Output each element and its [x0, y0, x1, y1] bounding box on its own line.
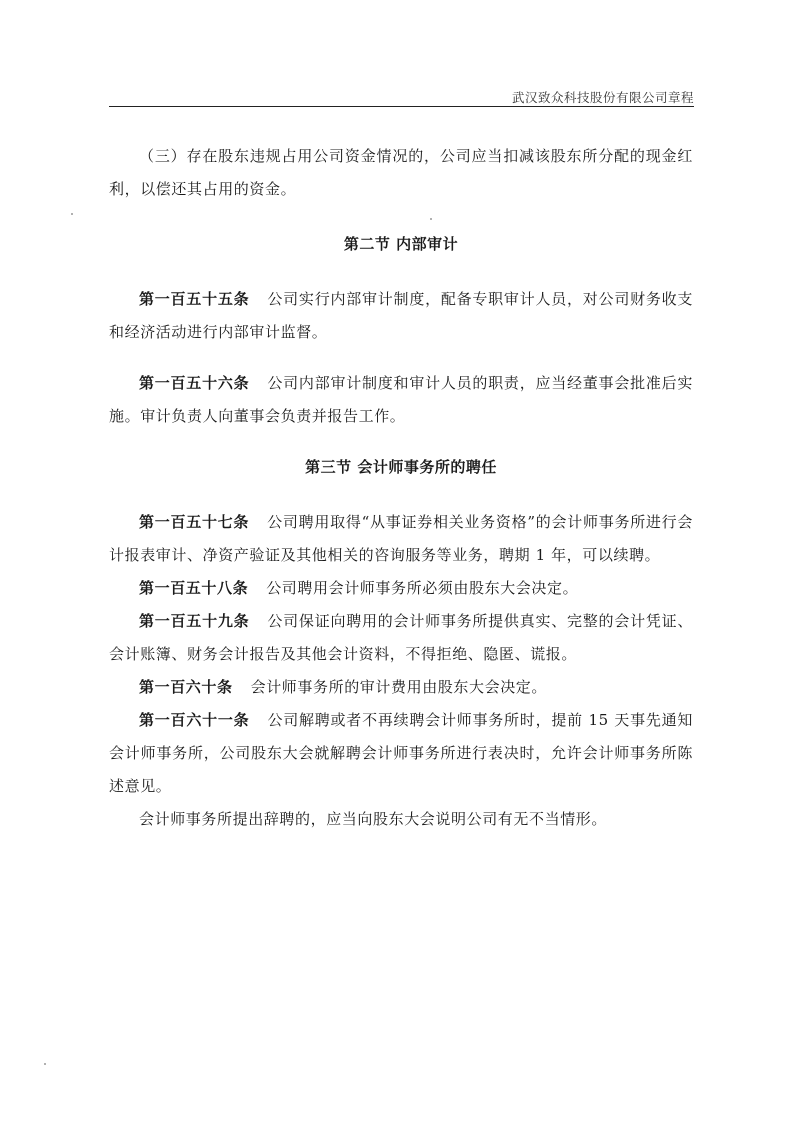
- article-label: 第一百六十一条: [139, 711, 250, 729]
- document-body: [109, 140, 693, 836]
- scan-speck: [44, 1063, 46, 1065]
- article-160: [109, 671, 693, 704]
- article-label: 第一百六十条: [139, 678, 233, 696]
- article-156: [109, 367, 693, 433]
- article-155: [109, 283, 693, 349]
- paragraph-intro: （三）存在股东违规占用公司资金情况的，公司应当扣减该股东所分配的现金红利，以偿还其占用的资金。: [109, 147, 693, 198]
- scan-speck: [430, 218, 432, 220]
- header-divider: [109, 106, 694, 107]
- article-label: 第一百五十六条: [139, 374, 250, 392]
- article-158: [109, 572, 693, 605]
- article-text: 公司聘用取得“从事证券相关业务资格”的会计师事务所进行会计报表审计、净资产验证及其他相关的咨询服务等业务，聘期 1 年，可以续聘。: [109, 513, 694, 564]
- section-title-accounting-firm: 第三节 会计师事务所的聘任: [305, 458, 497, 476]
- article-157: [109, 506, 693, 572]
- article-text: 公司聘用会计师事务所必须由股东大会决定。: [266, 579, 579, 597]
- section-title-internal-audit: 第二节 内部审计: [343, 235, 459, 253]
- article-label: 第一百五十八条: [139, 579, 249, 597]
- article-label: 第一百五十七条: [139, 513, 250, 531]
- scan-speck: [71, 213, 73, 215]
- article-text: 公司内部审计制度和审计人员的职责，应当经董事会批准后实施。审计负责人向董事会负责并报告工作。: [109, 374, 694, 425]
- article-text: 公司实行内部审计制度，配备专职审计人员，对公司财务收支和经济活动进行内部审计监督。: [109, 290, 694, 341]
- article-text: 公司保证向聘用的会计师事务所提供真实、完整的会计凭证、会计账簿、财务会计报告及其他会计资料，不得拒绝、隐匿、谎报。: [109, 612, 694, 663]
- header-title: 武汉致众科技股份有限公司章程: [511, 90, 694, 105]
- article-159: [109, 605, 693, 671]
- article-text: 会计师事务所的审计费用由股东大会决定。: [250, 678, 548, 696]
- paragraph-last: 会计师事务所提出辞聘的，应当向股东大会说明公司有无不当情形。: [139, 810, 608, 828]
- article-label: 第一百五十九条: [139, 612, 250, 630]
- article-text: 公司解聘或者不再续聘会计师事务所时，提前 15 天事先通知会计师事务所，公司股东大会就解聘会计师事务所进行表决时，允许会计师事务所陈述意见。: [109, 711, 694, 795]
- article-label: 第一百五十五条: [139, 290, 250, 308]
- article-161: [109, 704, 693, 803]
